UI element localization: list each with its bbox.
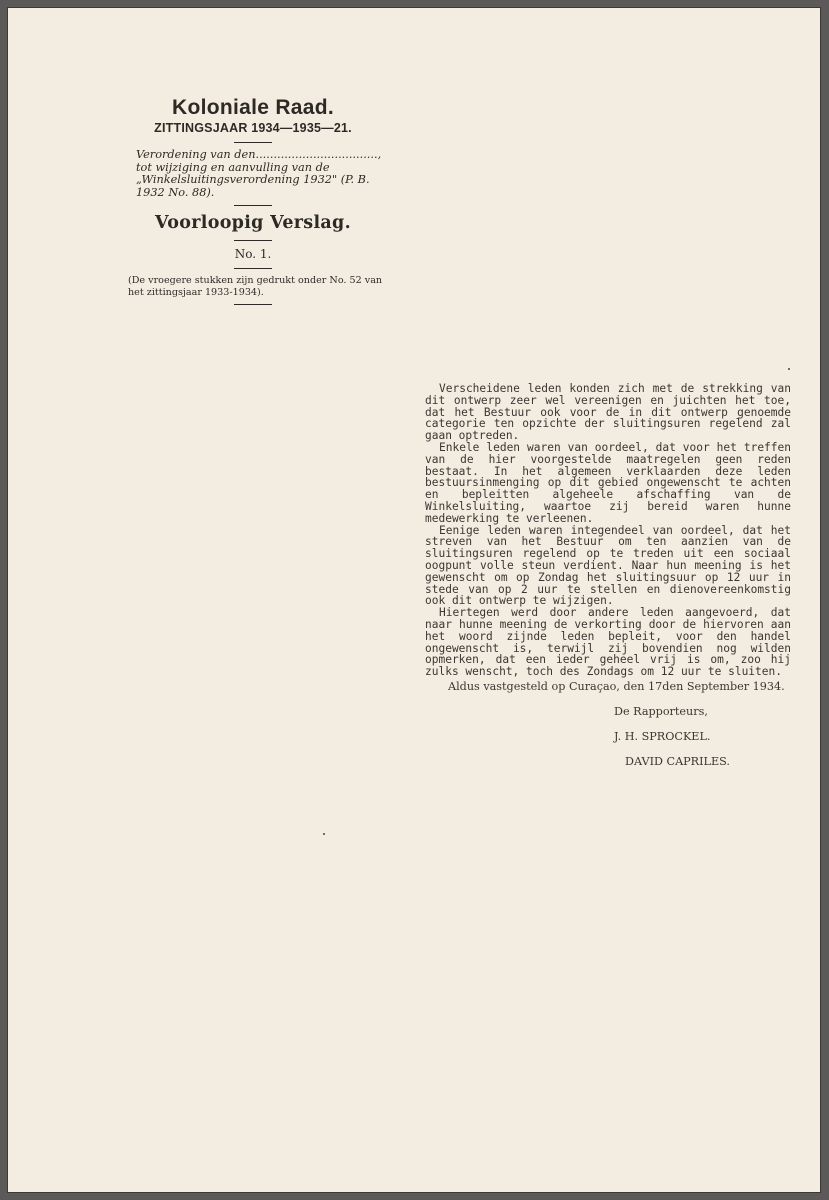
- report-body: [425, 383, 791, 678]
- body-paragraph: Hiertegen werd door andere leden aangevoerd, dat naar hunne meening de verkorting door de hiervoren aan het woord zijnde leden bepleit, voor den handel ongewenscht is, terwijl zij bovendien nog wilden opmerken, dat een ieder geheel vrij is om, zoo hij zulks wenscht, toch des Zondags om 12 uur te sluiten.: [425, 606, 791, 679]
- ordinance-description: Verordening van den.................................., tot wijziging en aanvulling van de „Winkelsluitingsverordening 1932" (P. B. 1932 No. 88).: [136, 148, 382, 199]
- signatory: J. H. SPROCKEL.: [614, 730, 711, 743]
- place-date: Aldus vastgesteld op Curaçao, den 17den September 1934.: [448, 680, 785, 693]
- session-year: ZITTINGSJAAR 1934—1935—21.: [154, 121, 352, 135]
- report-number: No. 1.: [234, 247, 272, 261]
- document-page: [7, 7, 821, 1193]
- signatory: DAVID CAPRILES.: [625, 755, 730, 768]
- paper-speck: [323, 833, 325, 835]
- rapporteurs-label: De Rapporteurs,: [614, 705, 708, 718]
- reference-note: (De vroegere stukken zijn gedrukt onder No. 52 van het zittingsjaar 1933-1934).: [128, 275, 383, 298]
- divider: [234, 205, 272, 206]
- divider: [234, 268, 272, 269]
- paper-speck: [788, 368, 790, 370]
- body-paragraph: Verscheidene leden konden zich met de strekking van dit ontwerp zeer wel vereenigen en juichten het toe, dat het Bestuur ook voor de in dit ontwerp genoemde categorie ten opzichte der sluitingsuren regelend zal gaan optreden.: [425, 382, 791, 443]
- divider: [234, 142, 272, 143]
- divider: [234, 240, 272, 241]
- report-title: Voorloopig Verslag.: [155, 213, 351, 233]
- body-paragraph: Enkele leden waren van oordeel, dat voor het treffen van de hier voorgestelde maatregelen geen reden bestaat. In het algemeen verklaarden deze leden bestuursinmenging op dit gebied ongewenscht te achten en bepleitten algeheele afschaffing van de Winkelsluiting, waartoe zij bereid waren hunne medewerking te verleenen.: [425, 440, 791, 525]
- council-title: Koloniale Raad.: [171, 96, 335, 119]
- body-paragraph: Eenige leden waren integendeel van oordeel, dat het streven van het Bestuur om ten aanzien van de sluitingsuren regelend op te treden uit een sociaal oogpunt volle steun verdient. Naar hun meening is het gewenscht om op Zondag het sluitingsuur op 12 uur in stede van op 2 uur te stellen en dienovereenkomstig ook dit ontwerp te wijzigen.: [425, 523, 791, 608]
- document-header: [118, 96, 388, 311]
- divider: [234, 304, 272, 305]
